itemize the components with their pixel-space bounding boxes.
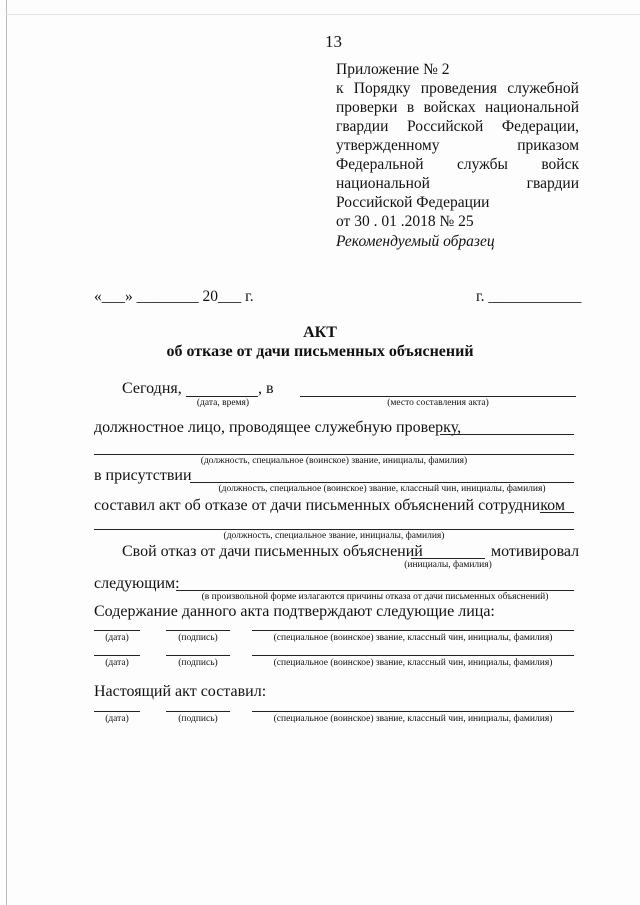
act-subtitle: об отказе от дачи письменных объяснений	[166, 343, 474, 360]
sign2-rank-field[interactable]	[252, 655, 574, 656]
compiled-by-label: Настоящий акт составил:	[94, 683, 267, 700]
sign1-signature-field[interactable]	[166, 630, 230, 631]
appendix-line: Федеральной службы войск	[336, 156, 579, 173]
date-time-field[interactable]	[186, 396, 258, 397]
act-title: АКТ	[303, 324, 337, 341]
compiled-label: составил акт об отказе от дачи письменных объяснений сотрудником	[94, 497, 565, 514]
today-label: Сегодня,	[122, 380, 182, 397]
caption-sign1-date: (дата)	[105, 633, 129, 643]
page-edge-top	[6, 14, 640, 15]
refusal-label: Свой отказ от дачи письменных объяснений	[122, 543, 423, 560]
appendix-line: проверки в войсках национальной	[336, 99, 579, 116]
official-field[interactable]	[94, 454, 574, 455]
caption-official: (должность, специальное (воинское) звание, инициалы, фамилия)	[200, 456, 468, 466]
employee-field[interactable]	[94, 529, 574, 530]
sign1-rank-field[interactable]	[252, 630, 574, 631]
caption-employee: (должность, специальное звание, инициалы, фамилия)	[223, 531, 445, 541]
caption-sign2-rank: (специальное (воинское) звание, классный чин, инициалы, фамилия)	[273, 658, 553, 668]
appendix-line: гвардии Российской Федерации,	[336, 118, 579, 135]
appendix-line: Приложение № 2	[336, 61, 450, 78]
official-label: должностное лицо, проводящее служебную проверку,	[94, 419, 462, 436]
employee-field-tail[interactable]	[540, 512, 574, 513]
page-edge	[6, 0, 7, 905]
sign3-rank-field[interactable]	[252, 711, 574, 712]
caption-date-time: (дата, время)	[196, 398, 250, 408]
page-number: 13	[325, 32, 342, 51]
sign3-signature-field[interactable]	[166, 711, 230, 712]
appendix-line: национальной гвардии	[336, 175, 579, 192]
motivated-label: мотивировал	[491, 543, 580, 560]
caption-sign2-date: (дата)	[105, 658, 129, 668]
appendix-block	[336, 60, 579, 231]
appendix-date-line: от 30 . 01 .2018 № 25	[336, 213, 474, 230]
following-label: следующим:	[94, 575, 180, 592]
confirm-label: Содержание данного акта подтверждают следующие лица:	[94, 603, 495, 620]
sample-label: Рекомендуемый образец	[336, 233, 495, 250]
sign2-date-field[interactable]	[94, 655, 140, 656]
caption-presence: (должность, специальное (воинское) звание, классный чин, инициалы, фамилия)	[218, 484, 546, 494]
caption-sign1-signature: (подпись)	[178, 633, 218, 643]
sign1-date-field[interactable]	[94, 630, 140, 631]
today-comma-v: , в	[258, 380, 274, 397]
sign3-date-field[interactable]	[94, 711, 140, 712]
presence-label: в присутствии	[94, 467, 192, 484]
caption-place: (место составления акта)	[387, 398, 489, 408]
caption-sign1-rank: (специальное (воинское) звание, классный чин, инициалы, фамилия)	[273, 633, 553, 643]
caption-sign3-signature: (подпись)	[178, 714, 218, 724]
city-stub: г. ____________	[476, 288, 582, 305]
date-stub: «___» ________ 20___ г.	[94, 288, 254, 305]
official-field-tail[interactable]	[440, 434, 574, 435]
caption-sign3-date: (дата)	[105, 714, 129, 724]
reasons-field[interactable]	[176, 590, 574, 591]
appendix-line: Российской Федерации	[336, 194, 490, 211]
appendix-line: к Порядку проведения служебной	[336, 80, 579, 97]
sign2-signature-field[interactable]	[166, 655, 230, 656]
caption-initials: (инициалы, фамилия)	[404, 560, 492, 570]
presence-field[interactable]	[190, 482, 574, 483]
caption-sign2-signature: (подпись)	[178, 658, 218, 668]
caption-reasons: (в произвольной форме излагаются причины отказа от дачи письменных объяснений)	[201, 592, 549, 602]
caption-sign3-rank: (специальное (воинское) звание, классный чин, инициалы, фамилия)	[273, 714, 553, 724]
place-field[interactable]	[300, 396, 576, 397]
initials-field[interactable]	[411, 558, 485, 559]
appendix-line: утвержденному приказом	[336, 137, 579, 154]
